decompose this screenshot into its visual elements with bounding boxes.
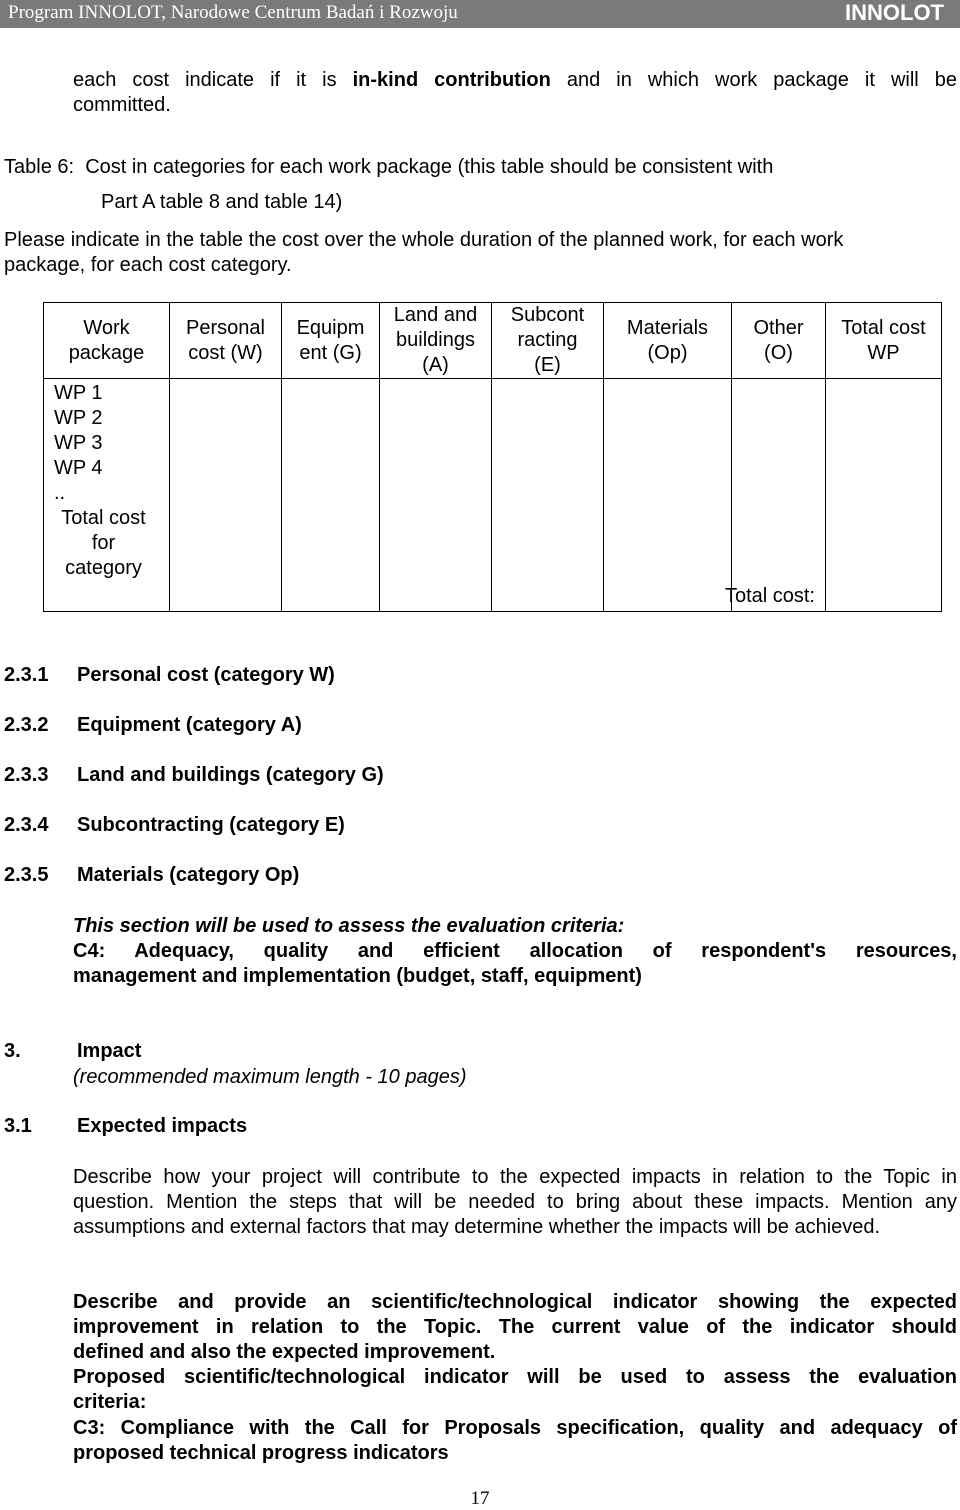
cost-table-body-row (44, 379, 942, 612)
cell-equipment (282, 379, 380, 612)
section-title: Equipment (category A) (77, 714, 302, 736)
cell-total-cost-wp (826, 379, 942, 612)
describe-2-line-1: Describe and provide an scientific/technological indicator showing the expected (73, 1291, 957, 1313)
section-2-3-1 (4, 663, 954, 688)
section-title: Materials (category Op) (77, 864, 300, 886)
describe-1-line-2: question. Mention the steps that will be needed to bring about these impacts. Mention any (73, 1191, 957, 1213)
table-caption (4, 155, 960, 180)
header-subcontracting: Subcont racting (E) (492, 303, 604, 379)
instruction-line-2: package, for each cost category. (4, 254, 292, 276)
section-number: 2.3.4 (4, 814, 49, 836)
section-title: Expected impacts (77, 1115, 248, 1137)
section-number: 2.3.2 (4, 714, 49, 736)
describe-2-line-7: proposed technical progress indicators (73, 1442, 449, 1464)
page-header (0, 0, 960, 28)
describe-2-line-4: Proposed scientific/technological indicator will be used to assess the evaluation (73, 1366, 957, 1388)
criteria-c4-line-2: management and implementation (budget, staff, equipment) (73, 965, 642, 987)
describe-1-line-1: Describe how your project will contribute to the expected impacts in relation to the Topic in (73, 1166, 957, 1188)
section-title: Impact (77, 1040, 142, 1062)
describe-2-line-5: criteria: (73, 1391, 147, 1413)
cell-land-buildings (380, 379, 492, 612)
section-number: 2.3.3 (4, 764, 49, 786)
row-label-wp3: WP 3 (54, 432, 103, 454)
header-other: Other (O) (732, 303, 826, 379)
page-number: 17 (470, 1488, 490, 1509)
row-label-wp2: WP 2 (54, 407, 103, 429)
header-program-title: Program INNOLOT, Narodowe Centrum Badań i Rozwoju (8, 2, 458, 23)
criteria-c4-line-1: C4: Adequacy, quality and efficient allocation of respondent's resources, (73, 940, 957, 962)
criteria-intro: This section will be used to assess the evaluation criteria: (73, 915, 625, 937)
total-cost-label: Total cost: (724, 585, 815, 607)
describe-2-line-2: improvement in relation to the Topic. The current value of the indicator should (73, 1316, 957, 1338)
header-materials: Materials (Op) (604, 303, 732, 379)
header-personal-cost: Personal cost (W) (170, 303, 282, 379)
intro-line-1 (73, 68, 957, 93)
cost-table (43, 302, 942, 612)
intro-text-a: each cost indicate if it is (73, 69, 337, 91)
describe-1-line-3: assumptions and external factors that may determine whether the impacts will be achieved. (73, 1216, 881, 1238)
section-number: 2.3.5 (4, 864, 49, 886)
describe-2-line-6: C3: Compliance with the Call for Proposals specification, quality and adequacy of (73, 1417, 957, 1439)
header-total-cost-wp: Total cost WP (826, 303, 942, 379)
cost-table-header-row (44, 303, 942, 379)
section-2-3-2 (4, 713, 954, 738)
cell-personal-cost (170, 379, 282, 612)
section-3-impact (4, 1039, 954, 1064)
header-land-buildings: Land and buildings (A) (380, 303, 492, 379)
row-label-total-cost-for-category: Total cost for category (61, 507, 146, 579)
row-label-ellipsis: .. (54, 482, 66, 504)
section-3-1-expected-impacts (4, 1114, 954, 1139)
section-2-3-5 (4, 863, 954, 888)
section-number: 3. (4, 1040, 21, 1062)
section-title: Land and buildings (category G) (77, 764, 384, 786)
row-label-wp1: WP 1 (54, 382, 103, 404)
work-package-list (44, 379, 170, 612)
table-caption-line-2: Part A table 8 and table 14) (101, 191, 343, 213)
header-equipment: Equipm ent (G) (282, 303, 380, 379)
intro-text-b: and in which work package it will be (566, 69, 957, 91)
section-number: 2.3.1 (4, 664, 49, 686)
intro-bold: in-kind contribution (352, 69, 551, 91)
section-2-3-4 (4, 813, 954, 838)
cell-other (724, 379, 826, 612)
instruction-line-1: Please indicate in the table the cost over the whole duration of the planned work, for each work (4, 229, 844, 251)
section-number: 3.1 (4, 1115, 32, 1137)
header-work-package: Work package (44, 303, 170, 379)
table-caption-label: Table 6: (4, 156, 75, 178)
section-2-3-3 (4, 763, 954, 788)
section-title: Personal cost (category W) (77, 664, 335, 686)
impact-subtitle: (recommended maximum length - 10 pages) (73, 1066, 467, 1088)
table-caption-line-1: Cost in categories for each work package (this table should be consistent with (85, 156, 774, 178)
cell-subcontracting (492, 379, 604, 612)
intro-line-2: committed. (73, 94, 171, 116)
section-title: Subcontracting (category E) (77, 814, 345, 836)
header-logo-text: INNOLOT (845, 0, 944, 25)
describe-2-line-3: defined and also the expected improvement. (73, 1341, 496, 1363)
cell-materials (604, 379, 732, 612)
row-label-wp4: WP 4 (54, 457, 103, 479)
